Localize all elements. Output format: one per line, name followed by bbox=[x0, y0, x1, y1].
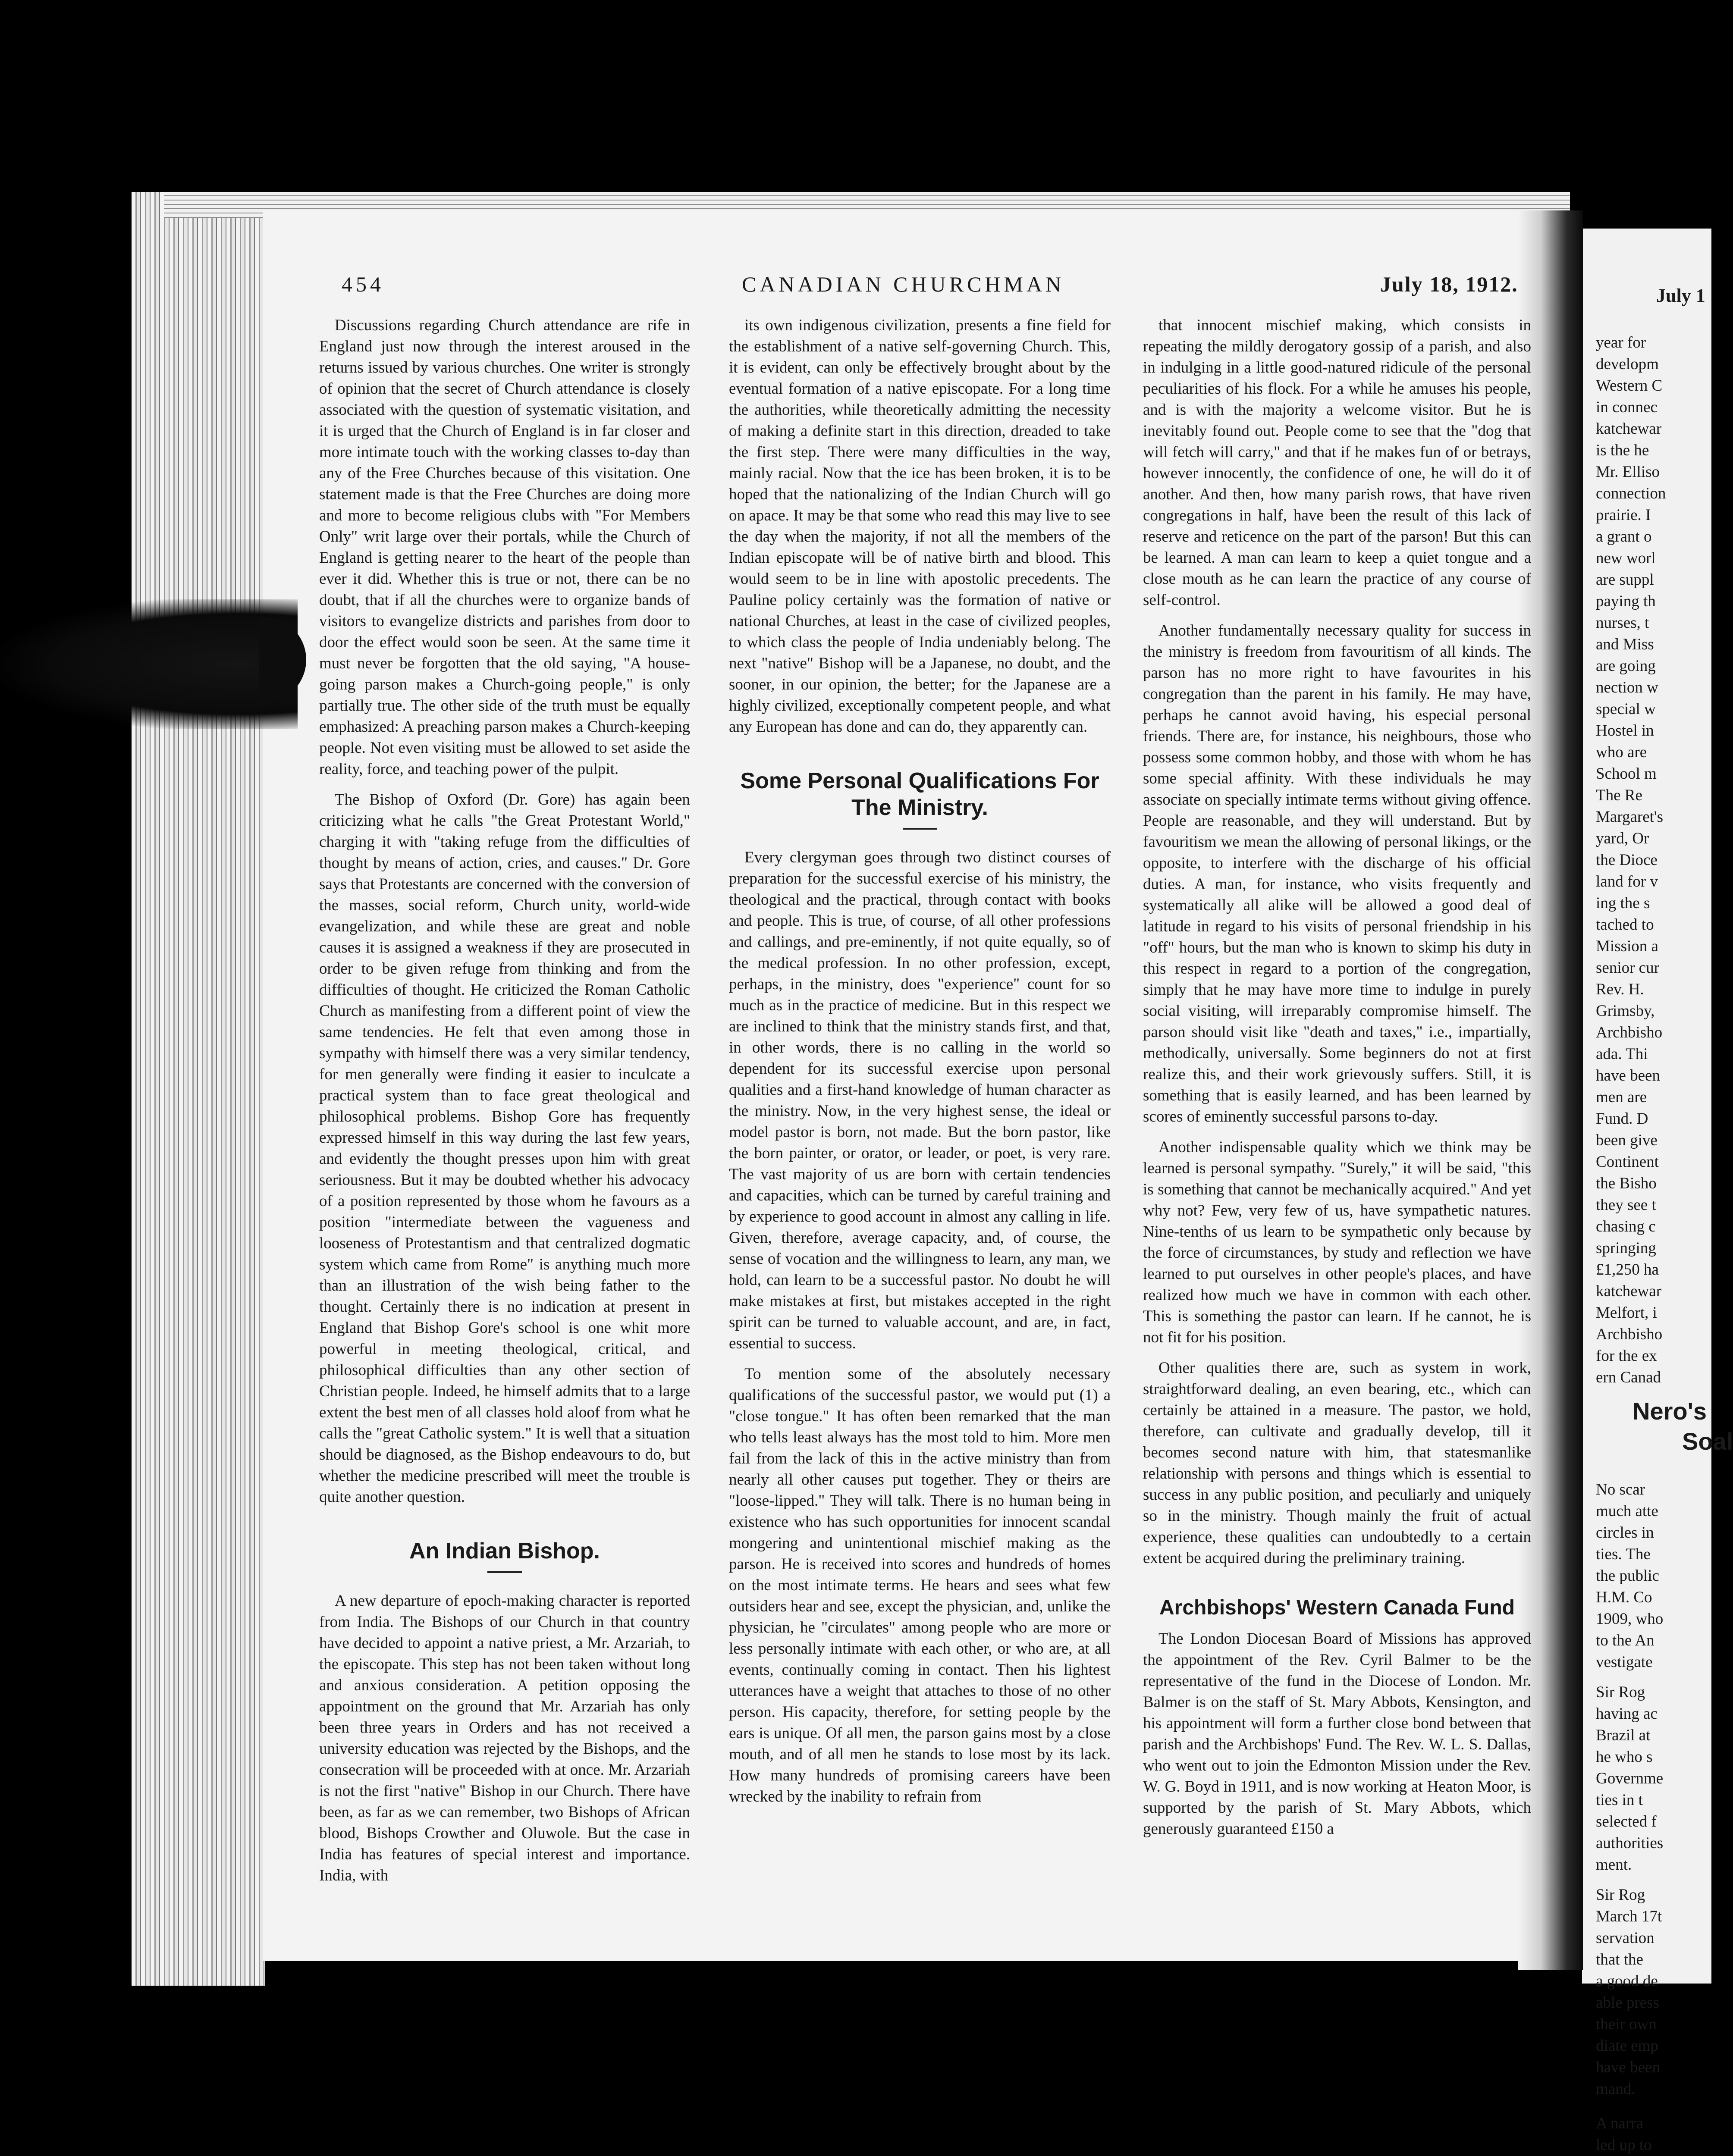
right-page-line: and Miss bbox=[1596, 636, 1654, 653]
right-page-line: 1909, who bbox=[1596, 1610, 1664, 1628]
right-page-line: £1,250 ha bbox=[1596, 1261, 1659, 1279]
right-page-line: who are bbox=[1596, 743, 1647, 761]
issue-date: July 18, 1912. bbox=[1380, 272, 1518, 296]
right-page-line: The Re bbox=[1596, 787, 1642, 804]
right-page-line: ties. The bbox=[1596, 1545, 1651, 1563]
right-page-line: No scar bbox=[1596, 1481, 1645, 1498]
paragraph-close-tongue: To mention some of the absolutely necessary qualifications of the successful pastor, we would put (1) a "close tongue." It has often been remarked that the man who tells least always has the most told to him. More men fail from the lack of this in the active ministry than from nearly all other causes put together. They or theirs are "loose-lipped." They will talk. There is no human being in existence who has such opportunities for innocent scandal mongering and unintentional mischief making as the parson. He is received into scores and hundreds of homes on the most intimate terms. He hears and sees what few outsiders hear and see, except the physician, and, unlike the physician, he "circulates" among people who are more or less personally intimate with each other, or who are, at all events, continually coming in contact. Then his lightest utterances have a weight that attaches to those of no other person. His capacity, therefore, for setting people by the ears is unique. Of all men, the parson gains most by a close mouth, and of all men he stands to lose most by its lack. How many hundreds of promising careers have been wrecked by the inability to refrain from bbox=[729, 1365, 1111, 1805]
right-page-line: having ac bbox=[1596, 1705, 1658, 1723]
column-3 bbox=[1143, 315, 1531, 1849]
right-page-line: H.M. Co bbox=[1596, 1589, 1652, 1606]
right-page-line: their own bbox=[1596, 2015, 1657, 2033]
article-heading-indian-bishop: An Indian Bishop. bbox=[409, 1539, 600, 1564]
right-page-line: ment. bbox=[1596, 1856, 1632, 1874]
right-page-line: katchewar bbox=[1596, 1282, 1662, 1300]
paragraph-church-attendance: Discussions regarding Church attendance are rife in England just now through the interest aroused in the returns issued by various churches. One writer is strongly of opinion that the secret of Church attendance is closely associated with the question of systematic visitation, and it is urged that the Church of England is in far closer and more intimate touch with the working classes to-day than any of the Free Churches because of this visitation. One statement made is that the Free Churches are doing more and more to become religious clubs with "For Members Only" writ large over their portals, while the Church of England is getting nearer to the heart of the people than ever it did. Whether this is true or not, there can be no doubt, that if all the churches were to organize bands of visitors to evangelize districts and parishes from door to door the effect would soon be seen. At the same time it must never be forgotten that the old saying, "A house-going parson makes a Church-going people," is only partially true. The other side of the truth must be equally emphasized: A preaching parson makes a Church-keeping people. Not even visiting must be allowed to set aside the reality, force, and teaching power of the pulpit. bbox=[319, 317, 690, 778]
right-page-line: mand. bbox=[1596, 2080, 1636, 2098]
paragraph-sympathy: Another indispensable quality which we think may be learned is personal sympathy. "Surely," it will be said, "this is something that cannot be mechanically acquired." And yet why not? Few, very few of us, have sympathetic natures. Nine-tenths of us learn to be sympathetic only because by the force of circumstances, by study and reflection we have learned to put ourselves in other people's places, and have realized how much we have in common with each other. This is something the pastor can learn. If he cannot, he is not fit for his position. bbox=[1143, 1138, 1531, 1346]
page-edges-stack bbox=[132, 192, 265, 1986]
right-page-line: the Bisho bbox=[1596, 1175, 1657, 1192]
paragraph-mischief: that innocent mischief making, which consists in repeating the mildly derogatory gossip of a parish, and also in indulging in a little good-natured ridicule of the personal peculiarities of his flock. For a while he amuses his people, and is with the majority a welcome visitor. But he is inevitably found out. People come to see that the "dog that will fetch will carry," and that if he makes fun of or betrays, however innocently, the confidence of one, he will do it of another. And then, how many parish rows, that have riven congregations in half, have been the result of this lack of reserve and reticence on the part of the parson! But this can be learned. A man can learn to keep a quiet tongue and a close mouth as he can learn the practice of any course of self-control. bbox=[1143, 317, 1531, 609]
right-page-line: he who s bbox=[1596, 1748, 1653, 1766]
right-page-header: July 1 bbox=[1656, 285, 1705, 306]
right-page-line: Hostel in bbox=[1596, 722, 1654, 740]
right-page-heading: Nero's bbox=[1633, 1398, 1707, 1425]
right-page-line: the public bbox=[1596, 1567, 1659, 1585]
right-page-line: nurses, t bbox=[1596, 614, 1649, 632]
thumb-shadow bbox=[0, 599, 298, 729]
publication-title: CANADIAN CHURCHMAN bbox=[742, 272, 1065, 296]
heading-rule bbox=[903, 828, 937, 830]
right-page-line: March 17t bbox=[1596, 1908, 1662, 1925]
right-page-line: tached to bbox=[1596, 916, 1654, 934]
right-page-line: Rev. H. bbox=[1596, 981, 1644, 998]
right-page-line: are going bbox=[1596, 657, 1656, 675]
right-page-line: Melfort, i bbox=[1596, 1304, 1657, 1322]
right-page-line: land for v bbox=[1596, 873, 1658, 890]
page-header bbox=[0, 272, 1711, 306]
right-page-line: Archbisho bbox=[1596, 1024, 1663, 1041]
right-page-line: springing bbox=[1596, 1239, 1656, 1257]
right-page-line: developm bbox=[1596, 355, 1659, 373]
right-page-line: have been bbox=[1596, 2059, 1660, 2076]
right-page-line: yard, Or bbox=[1596, 830, 1649, 847]
right-page-line: A narra bbox=[1596, 2115, 1643, 2132]
right-page-line: in connec bbox=[1596, 398, 1658, 416]
paragraph-other-qualities: Other qualities there are, such as system in work, straightforward dealing, an even bearing, etc., which can certainly be attained in a measure. The pastor, we hold, therefore, can cultivate and gradually develop, till it becomes second nature with him, that statesmanlike relationship with persons and things which is essential to success in any public position, and peculiarly and uniquely so in the ministry. Though mainly the fruit of actual experience, these qualities can undoubtedly to a certain extent be acquired during the preliminary training. bbox=[1143, 1359, 1531, 1567]
right-page-line: they see t bbox=[1596, 1196, 1656, 1214]
right-page-line: Archbisho bbox=[1596, 1326, 1663, 1343]
right-page-line: Continent bbox=[1596, 1153, 1659, 1171]
article-heading-western-canada-fund: Archbishops' Western Canada Fund bbox=[1159, 1596, 1515, 1619]
column-2 bbox=[729, 315, 1111, 1817]
right-page-line: been give bbox=[1596, 1131, 1658, 1149]
right-page-line: Grimsby, bbox=[1596, 1002, 1655, 1020]
right-page-line: connection bbox=[1596, 485, 1666, 502]
right-page-line: vestigate bbox=[1596, 1653, 1653, 1671]
right-page-line: katchewar bbox=[1596, 420, 1662, 438]
right-page-heading: Soal bbox=[1682, 1428, 1733, 1455]
right-page-line: circles in bbox=[1596, 1524, 1654, 1542]
right-page-line: paying th bbox=[1596, 592, 1656, 610]
right-page-line: special w bbox=[1596, 700, 1656, 718]
paragraph-favouritism: Another fundamentally necessary quality for success in the ministry is freedom from favouritism of all kinds. The parson has no more right to have favourites in his congregation than the parent in his family. He may have, perhaps he cannot avoid having, his especial personal friends. There are, for instance, his neighbours, those who possess some common hobby, and those with whom he has some special affinity. With these individuals he may associate on specially intimate terms without giving offence. People are reasonable, and they will understand. But by favouritism we mean the allowing of personal likings, or the opposite, to interfere with the discharge of his official duties. A man, for instance, who visits frequently and systematically all alike will be allowed a good deal of latitude in regard to his visits of personal friendship in his "off" hours, but the man who is known to skimp his duty in this respect in regard to a portion of the congregation, simply that he may have more time to indulge in purely social visiting, will irreparably compromise himself. The parson should visit like "death and taxes," i.e., impartially, methodically, universally. Some beginners do not at first realize this, and their work grievously suffers. Still, it is something that is easily learned, and has been learned by scores of eminently successful parsons to-day. bbox=[1143, 622, 1531, 1125]
article-heading-qualifications: Some Personal Qualifications For The Ministry. bbox=[740, 768, 1099, 820]
right-page-line: new worl bbox=[1596, 549, 1656, 567]
right-page-line: a grant o bbox=[1596, 528, 1652, 545]
right-page-line: men are bbox=[1596, 1088, 1647, 1106]
right-page-line: School m bbox=[1596, 765, 1657, 783]
paragraph-bishop-oxford: The Bishop of Oxford (Dr. Gore) has again been criticizing what he calls "the Great Protestant World," charging it with "taking refuge from the difficulties of thought by means of action, cries, and causes." Dr. Gore says that Protestants are concerned with the conversion of the masses, social reform, Church unity, world-wide evangelization, and while these are great and noble causes it is assigned a weakness if they are prosecuted in order to be given refuge from thinking and from the difficulties of thought. He criticized the Roman Catholic Church as manifesting from a different point of view the same tendencies. He felt that even among those in sympathy with himself there was a very similar tendency, for men generally were finding it easier to inculcate a practical system than to face great theological and philosophical problems. Bishop Gore has frequently expressed himself in this way during the last few years, and evidently the thought presses upon him with great seriousness. But it may be doubted whether his advocacy of a position represented by those whom he favours as a position "intermediate between the vagueness and looseness of Protestantism and that centralized dogmatic system which came from Rome" is anything much more than an illustration of the wish being father to the thought. Certainly there is no indication at present in England that Bishop Gore's school is one whit more powerful in meeting theological, critical, and philosophical difficulties than any other section of Christian people. Indeed, he himself admits that to a large extent the best men of all classes hold aloof from what he calls the "great Catholic system." It is well that a situation should be diagnosed, as the Bishop endeavours to do, but whether the medicine prescribed will meet the trouble is quite another question. bbox=[319, 791, 690, 1506]
right-page-line: Governme bbox=[1596, 1770, 1664, 1787]
right-page-line: Sir Rog bbox=[1596, 1683, 1645, 1701]
right-page-line: have been bbox=[1596, 1067, 1660, 1084]
right-page-line: ing the s bbox=[1596, 894, 1650, 912]
right-page-line: Margaret's bbox=[1596, 808, 1663, 826]
column-1 bbox=[319, 315, 690, 1896]
right-page-line: Fund. D bbox=[1596, 1110, 1648, 1128]
right-page-line: diate emp bbox=[1596, 2037, 1658, 2055]
right-page-line: selected f bbox=[1596, 1813, 1657, 1830]
right-page-line: ern Canad bbox=[1596, 1369, 1661, 1386]
right-page-line: Brazil at bbox=[1596, 1727, 1651, 1744]
right-page-line: senior cur bbox=[1596, 959, 1659, 977]
heading-rule bbox=[487, 1571, 522, 1573]
right-page-line: is the he bbox=[1596, 442, 1649, 459]
right-page-line: are suppl bbox=[1596, 571, 1654, 589]
right-page-line: for the ex bbox=[1596, 1347, 1657, 1365]
right-page-line: the Dioce bbox=[1596, 851, 1658, 869]
right-page-line: a good de bbox=[1596, 1972, 1658, 1990]
right-page-line: prairie. I bbox=[1596, 506, 1651, 524]
paragraph-indian-church: its own indigenous civilization, presents a fine field for the establishment of a native self-governing Church. This, it is evident, can only be effectively brought about by the eventual formation of a native episcopate. For a long time the authorities, while theoretically admitting the necessity of making a definite start in this direction, dreaded to take the first step. There were many difficulties in the way, mainly racial. Now that the ice has been broken, it is to be hoped that the nationalizing of the Indian Church will go on apace. It may be that some who read this may live to see the day when the majority, if not all the members of the Indian episcopate will be of native birth and blood. This would seem to be in line with apostolic precedents. The Pauline policy certainly was the formation of native or national Churches, at least in the case of civilized peoples, to which class the people of India undeniably belong. The next "native" Bishop will be a Japanese, no doubt, and the sooner, in our opinion, the better; for the Japanese are a highly civilized, exceptionally competent people, and what any European has done and can do, they apparently can. bbox=[729, 317, 1111, 736]
right-page-line: led up to bbox=[1596, 2136, 1652, 2154]
right-page-line: chasing c bbox=[1596, 1218, 1656, 1235]
right-page-line: authorities bbox=[1596, 1834, 1664, 1852]
right-page-line: to the An bbox=[1596, 1632, 1655, 1649]
right-page-line: servation bbox=[1596, 1929, 1655, 1947]
right-page-line: nection w bbox=[1596, 679, 1658, 696]
right-page-line: ties in t bbox=[1596, 1791, 1643, 1809]
right-page-line: Sir Rog bbox=[1596, 1886, 1645, 1904]
page-number: 454 bbox=[342, 272, 384, 296]
right-page-line: able press bbox=[1596, 1994, 1659, 2012]
right-page-line: Mr. Elliso bbox=[1596, 463, 1660, 481]
right-page-line: year for bbox=[1596, 334, 1646, 351]
right-page-line: much atte bbox=[1596, 1502, 1658, 1520]
right-page-line: that the bbox=[1596, 1951, 1643, 1968]
paragraph-preparation: Every clergyman goes through two distinct courses of preparation for the successful exercise of his ministry, the theological and the practical, through contact with books and people. This is true, of course, of all other professions and callings, and pre-eminently, if not quite equally, so of the medical profession. In no other profession, except, perhaps, in the ministry, does "experience" count for so much as in the practice of medicine. But in this respect we are inclined to think that the ministry stands first, and that, in other words, there is no calling in the world so dependent for its successful exercise upon personal qualities and a first-hand knowledge of human character as the ministry. Now, in the very highest sense, the ideal or model pastor is born, not made. But the born pastor, like the born painter, or orator, or leader, or poet, is very rare. The vast majority of us are born with certain tendencies and capacities, which can be turned by careful training and by experience to good account in almost any calling in life. Given, therefore, average capacity, and, of course, the sense of vocation and the willingness to learn, any man, we hold, can learn to be a successful pastor. No doubt he will make mistakes at first, but mistakes accepted in the right spirit can be turned to valuable account, and are, in fact, essential to success. bbox=[729, 849, 1111, 1352]
paragraph-western-canada-fund: The London Diocesan Board of Missions has approved the appointment of the Rev. Cyril Balmer to be the representative of the fund in the Diocese of London. Mr. Balmer is on the staff of St. Mary Abbots, Kensington, and his appointment will form a further close bond between that parish and the Archbishops' Fund. The Rev. W. L. S. Dallas, who went out to join the Edmonton Mission under the Rev. W. G. Boyd in 1911, and is now working at Heaton Moor, is supported by the parish of St. Mary Abbots, which generously guaranteed £150 a bbox=[1143, 1630, 1531, 1838]
right-page-line: ada. Thi bbox=[1596, 1045, 1648, 1063]
paragraph-indian-bishop: A new departure of epoch-making character is reported from India. The Bishops of our Church in that country have decided to appoint a native priest, a Mr. Arzariah, to the episcopate. This step has not been taken without long and anxious consideration. A petition opposing the appointment on the ground that Mr. Arzariah has only been three years in Orders and has not received a university education was rejected by the Bishops, and the consecration will be proceeded with at once. Mr. Arzariah is not the first "native" Bishop in our Church. There have been, as far as we can remember, two Bishops of African blood, Bishops Crowther and Oluwole. But the case in India has features of special interest and importance. India, with bbox=[319, 1592, 690, 1884]
right-page-line: Mission a bbox=[1596, 937, 1658, 955]
right-page-line: Western C bbox=[1596, 377, 1663, 395]
